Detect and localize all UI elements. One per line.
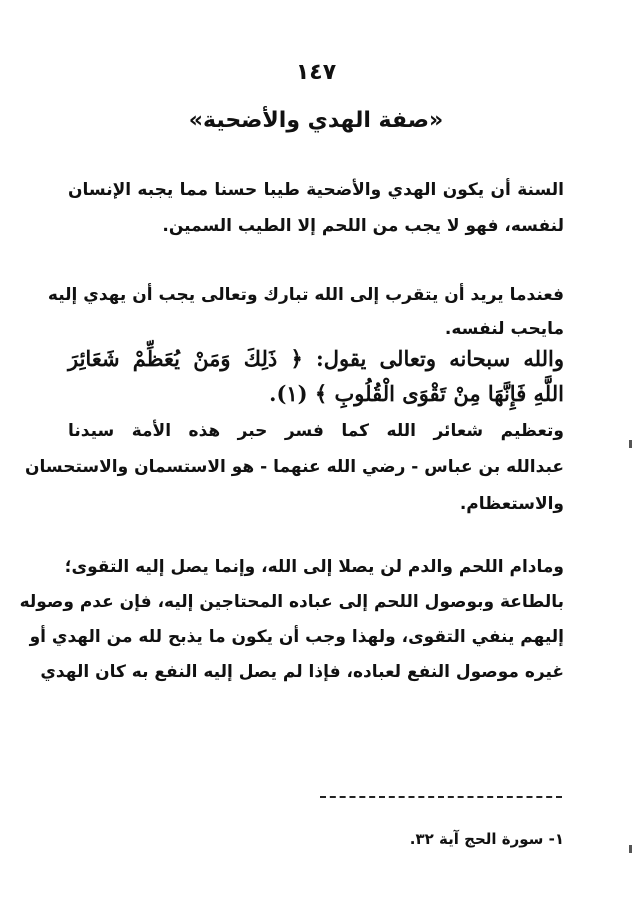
paragraph-1-line-2: لنفسه، فهو لا يجب من اللحم إلا الطيب السمين. bbox=[162, 216, 564, 236]
page-number: ١٤٧ bbox=[295, 60, 337, 85]
paragraph-4-line-1: وتعظيم شعائر الله كما فسر حبر هذه الأمة سيدنا bbox=[68, 421, 564, 441]
paragraph-5-line-4: غيره موصول النفع لعباده، فإذا لم يصل إليه النفع به كان الهدي bbox=[40, 662, 564, 682]
paragraph-4-line-2: عبدالله بن عباس - رضي الله عنهما - هو الاستسمان والاستحسان bbox=[25, 457, 564, 477]
paragraph-3-line-2: اللَّهِ فَإِنَّهَا مِنْ تَقْوَى الْقُلُوبِ ﴾ (١). bbox=[269, 381, 564, 406]
footnote-separator bbox=[320, 796, 562, 798]
paragraph-3-line-1: والله سبحانه وتعالى يقول: ﴿ ذَلِكَ وَمَنْ يُعَظِّمْ شَعَائِرَ bbox=[68, 346, 564, 371]
paragraph-2-line-2: مايحب لنفسه. bbox=[444, 319, 564, 339]
paragraph-2-line-1: فعندما يريد أن يتقرب إلى الله تبارك وتعالى يجب أن يهدي إليه bbox=[47, 285, 564, 305]
paragraph-4-line-3: والاستعظام. bbox=[459, 494, 564, 514]
paragraph-5-line-2: بالطاعة وبوصول اللحم إلى عباده المحتاجين إليه، فإن عدم وصوله bbox=[19, 592, 564, 612]
paragraph-5-line-3: إليهم ينفي التقوى، ولهذا وجب أن يكون ما يذبح لله من الهدي أو bbox=[29, 627, 564, 647]
footnote: ١- سورة الحج آية ٣٢. bbox=[409, 830, 564, 848]
section-heading: «صفة الهدي والأضحية» bbox=[188, 108, 444, 133]
paragraph-5-line-1: ومادام اللحم والدم لن يصلا إلى الله، وإنما يصل إليه التقوى؛ bbox=[64, 557, 564, 577]
paragraph-1-line-1: السنة أن يكون الهدي والأضحية طيبا حسنا مما يجبه الإنسان bbox=[68, 180, 564, 200]
